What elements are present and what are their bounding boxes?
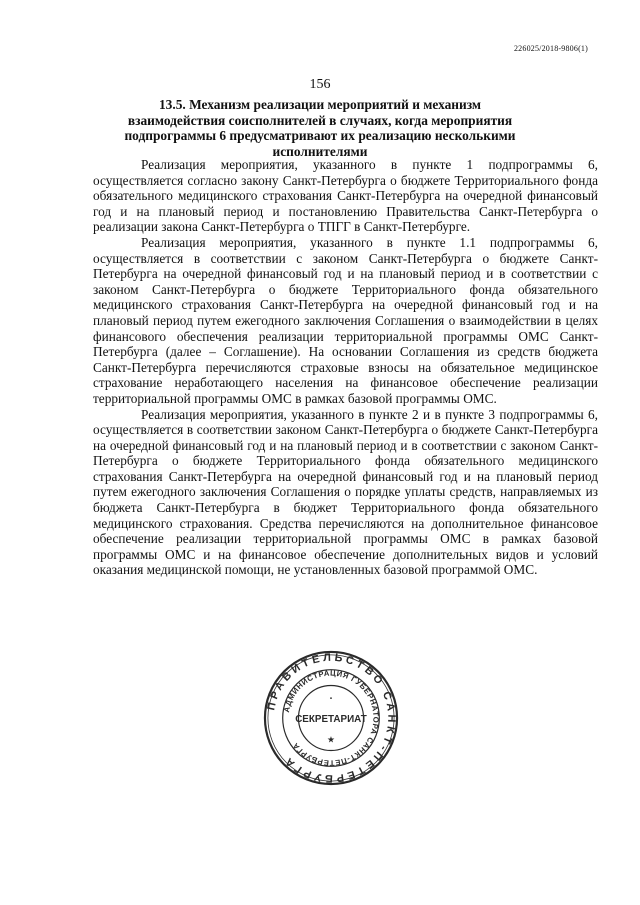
stamp-outer-text: ПРАВИТЕЛЬСТВО САНКТ-ПЕТЕРБУРГА [265,651,398,785]
secretariat-stamp [262,648,400,788]
paragraph-1: Реализация мероприятия, указанного в пункте 1 подпрограммы 6, осуществляется согласно закону Санкт-Петербурга о бюджете Территориального фонда обязательного медицинского страхования Санкт-Петербурга на очередной финансовый год и на плановый период и постановлению Правительства Санкт-Петербурга о реализации закона Санкт-Петербурга о ТПГГ в Санкт-Петербурге. [93,157,598,235]
stamp-star-icon: ★ [327,735,335,746]
body-text [93,157,598,578]
section-heading: 13.5. Механизм реализации мероприятий и механизм взаимодействия соисполнителей в случаях, когда мероприятия подпрограммы 6 предусматривают их реализацию несколькими исполнителями [124,97,516,159]
stamp-dot-icon: • [329,696,333,703]
paragraph-2: Реализация мероприятия, указанного в пункте 1.1 подпрограммы 6, осуществляется в соответствии с законом Санкт-Петербурга о бюджете Санкт-Петербурга на очередной финансовый год и на плановый период и в соответствии с законом Санкт-Петербурга о бюджете Территориального фонда обязательного медицинского страхования Санкт-Петербурга на очередной финансовый год и на плановый период путем ежегодного заключения Соглашения о взаимодействии в целях финансового обеспечения реализации территориальной программы ОМС Санкт-Петербурга (далее – Соглашение). На основании Соглашения из средств бюджета Санкт-Петербурга перечисляются страховые взносы на обязательное медицинское страхование неработающего населения на финансовое обеспечение реализации территориальной программы ОМС в рамках базовой программы ОМС. [93,234,598,406]
stamp-center-text: СЕКРЕТАРИАТ [295,713,367,725]
paragraph-3: Реализация мероприятия, указанного в пункте 2 и в пункте 3 подпрограммы 6, осуществляется в соответствии законом Санкт-Петербурга о бюджете Санкт-Петербурга на очередной финансовый год и на плановый период и в соответствии с законом Санкт-Петербурга о бюджете Территориального фонда обязательного медицинского страхования Санкт-Петербурга на очередной финансовый год и на плановый период путем ежегодного заключения Соглашения о порядке уплаты средств, направляемых из бюджета Санкт-Петербурга в бюджет Территориального фонда обязательного медицинского страхования. Средства перечисляются на дополнительное финансовое обеспечение реализации территориальной программы ОМС в рамках базовой программы ОМС и на финансовое обеспечение дополнительных видов и условий оказания медицинской помощи, не установленных базовой программой ОМС. [93,406,598,578]
page-number: 156 [309,77,331,92]
document-code: 226025/2018-9806(1) [513,44,588,53]
stamp-inner-text: АДМИНИСТРАЦИЯ ГУБЕРНАТОРА САНКТ-ПЕТЕРБУРГА [281,668,381,768]
